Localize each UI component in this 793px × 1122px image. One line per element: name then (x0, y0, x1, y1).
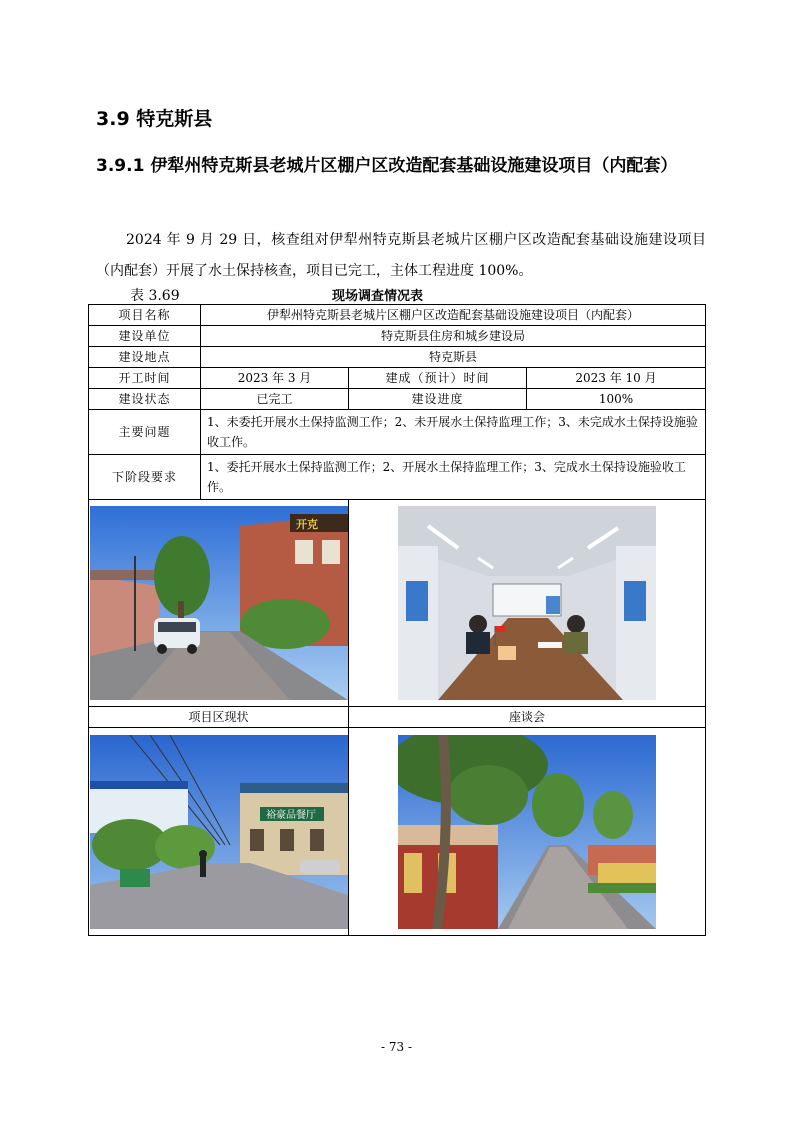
photo-cell (89, 500, 349, 707)
shop-sign-text: 开克 (295, 518, 318, 531)
body-paragraph: 2024 年 9 月 29 日，核查组对伊犁州特克斯县老城片区棚户区改造配套基础设施建设项目（内配套）开展了水土保持核查，项目已完工，主体工程进度 100%。 (96, 232, 706, 279)
photo-street-3 (398, 735, 656, 929)
finish-label: 建成（预计）时间 (349, 368, 527, 389)
table-row (89, 347, 706, 368)
table-row (89, 707, 706, 728)
table-row (89, 305, 706, 326)
table-row (89, 728, 706, 936)
progress-value: 100% (527, 389, 706, 410)
unit-value: 特克斯县住房和城乡建设局 (201, 326, 706, 347)
table-number: 表 3.69 (130, 288, 180, 304)
status-value: 已完工 (201, 389, 349, 410)
photo-caption-2: 座谈会 (349, 707, 706, 728)
next-label: 下阶段要求 (89, 455, 201, 500)
photo-cell (349, 728, 706, 936)
table-row (89, 500, 706, 707)
project-name-label: 项目名称 (89, 305, 201, 326)
project-name-value: 伊犁州特克斯县老城片区棚户区改造配套基础设施建设项目（内配套） (201, 305, 706, 326)
progress-label: 建设进度 (349, 389, 527, 410)
location-label: 建设地点 (89, 347, 201, 368)
subsection-title: 3.9.1 伊犁州特克斯县老城片区棚户区改造配套基础设施建设项目（内配套） (96, 156, 678, 176)
table-row (89, 368, 706, 389)
issues-value: 1、未委托开展水土保持监测工作；2、未开展水土保持监理工作；3、未完成水土保持设施验收工作。 (201, 410, 706, 455)
section-title: 3.9 特克斯县 (96, 108, 213, 130)
photo-street-2 (90, 735, 348, 929)
page-number: - 73 - (380, 1040, 412, 1054)
issues-label: 主要问题 (89, 410, 201, 455)
next-value: 1、委托开展水土保持监测工作；2、开展水土保持监理工作；3、完成水土保持设施验收工作。 (201, 455, 706, 500)
unit-label: 建设单位 (89, 326, 201, 347)
table-row (89, 389, 706, 410)
table-row (89, 410, 706, 455)
survey-table (88, 304, 706, 936)
photo-cell (349, 500, 706, 707)
table-row (89, 455, 706, 500)
table-title: 现场调查情况表 (332, 289, 424, 304)
photo-caption-1: 项目区现状 (89, 707, 349, 728)
status-label: 建设状态 (89, 389, 201, 410)
photo-street-1 (90, 506, 348, 700)
photo-meeting (398, 506, 656, 700)
table-row (89, 326, 706, 347)
location-value: 特克斯县 (201, 347, 706, 368)
start-label: 开工时间 (89, 368, 201, 389)
photo-cell (89, 728, 349, 936)
finish-value: 2023 年 10 月 (527, 368, 706, 389)
start-value: 2023 年 3 月 (201, 368, 349, 389)
shop-sign-text: 裕豪品餐厅 (265, 809, 316, 821)
